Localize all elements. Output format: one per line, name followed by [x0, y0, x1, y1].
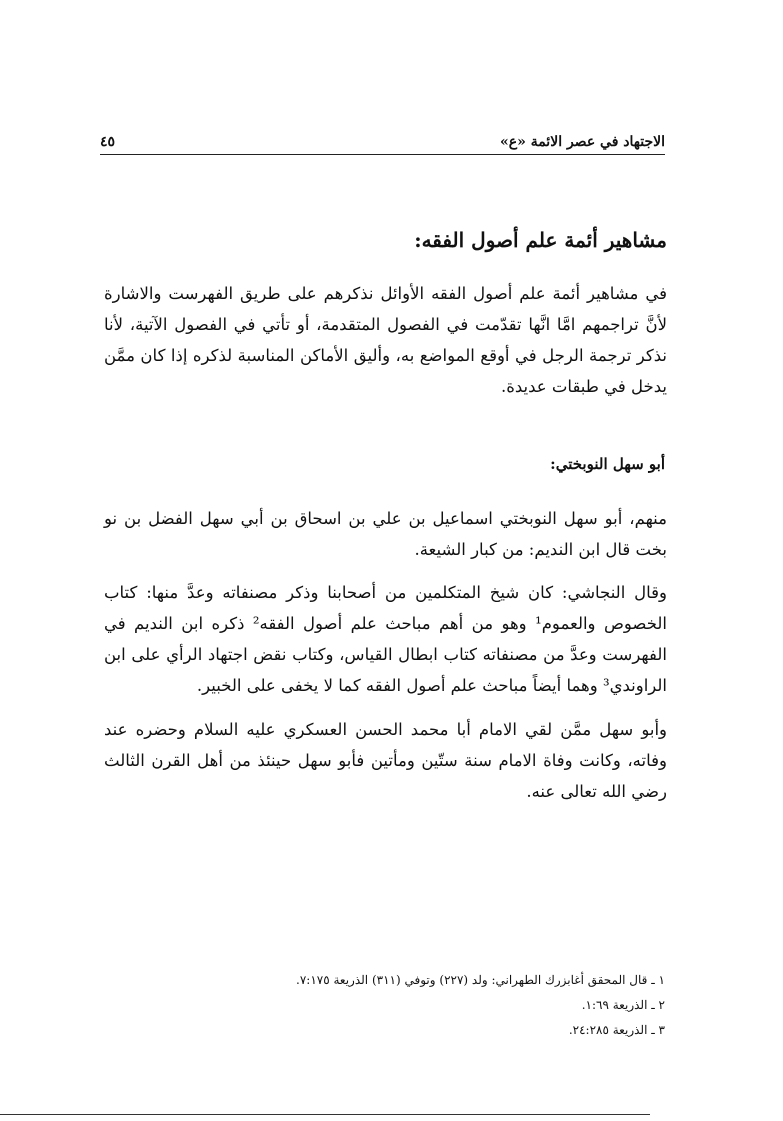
running-header — [100, 130, 665, 160]
page-number: ٤٥ — [100, 134, 116, 150]
footnotes — [120, 968, 665, 1043]
body-paragraph: وأبو سهل ممَّن لقي الامام أبا محمد الحسن العسكري عليه السلام وحضره عند وفاته، وكانت وفاة الامام سنة ستّين ومأتين فأبو سهل حينئذ من أهل القرن الثالث رضي الله تعالى عنه. — [104, 720, 667, 801]
running-title: الاجتهاد في عصر الائمة «ع» — [499, 134, 665, 150]
footnote: ٢ ـ الذريعة ١:٦٩. — [581, 998, 665, 1012]
body-paragraph: منهم، أبو سهل النوبختي اسماعيل بن علي بن اسحاق بن أبي سهل الفضل بن نو بخت قال ابن النديم: من كبار الشيعة. — [104, 509, 667, 559]
intro-paragraph: في مشاهير أئمة علم أصول الفقه الأوائل نذكرهم على طريق الفهرست والاشارة لأنَّ تراجمهم امَّا انَّها تقدّمت في الفصول المتقدمة، أو تأتي في الفصول الآتية، لأنا نذكر ترجمة الرجل في أوقع المواضع به، وأليق الأماكن المناسبة لذكره إذا كان ممَّن يدخل في طبقات عديدة. — [104, 284, 667, 396]
section-heading: مشاهير أئمة علم أصول الفقه: — [414, 228, 667, 252]
body-paragraph: وقال النجاشي: كان شيخ المتكلمين من أصحابنا وذكر مصنفاته وعدَّ منها: كتاب الخصوص والعموم¹ وهو من أهم مباحث علم أصول الفقه² ذكره ابن النديم في الفهرست وعدَّ من مصنفاته كتاب ابطال القياس، وكتاب نقض اجتهاد الرأي على ابن الراوندي³ وهما أيضاً مباحث علم أصول الفقه كما لا يخفى على الخبير. — [104, 583, 667, 695]
header-divider — [100, 154, 665, 155]
footnote: ٣ ـ الذريعة ٢٤:٢٨٥. — [568, 1023, 665, 1037]
subsection-heading: أبو سهل النوبختي: — [550, 455, 665, 473]
scan-edge-line — [0, 1114, 650, 1115]
footnote: ١ ـ قال المحقق أغابزرك الطهراني: ولد (٢٢٧) وتوفي (٣١١) الذريعة ٧:١٧٥. — [296, 973, 665, 987]
